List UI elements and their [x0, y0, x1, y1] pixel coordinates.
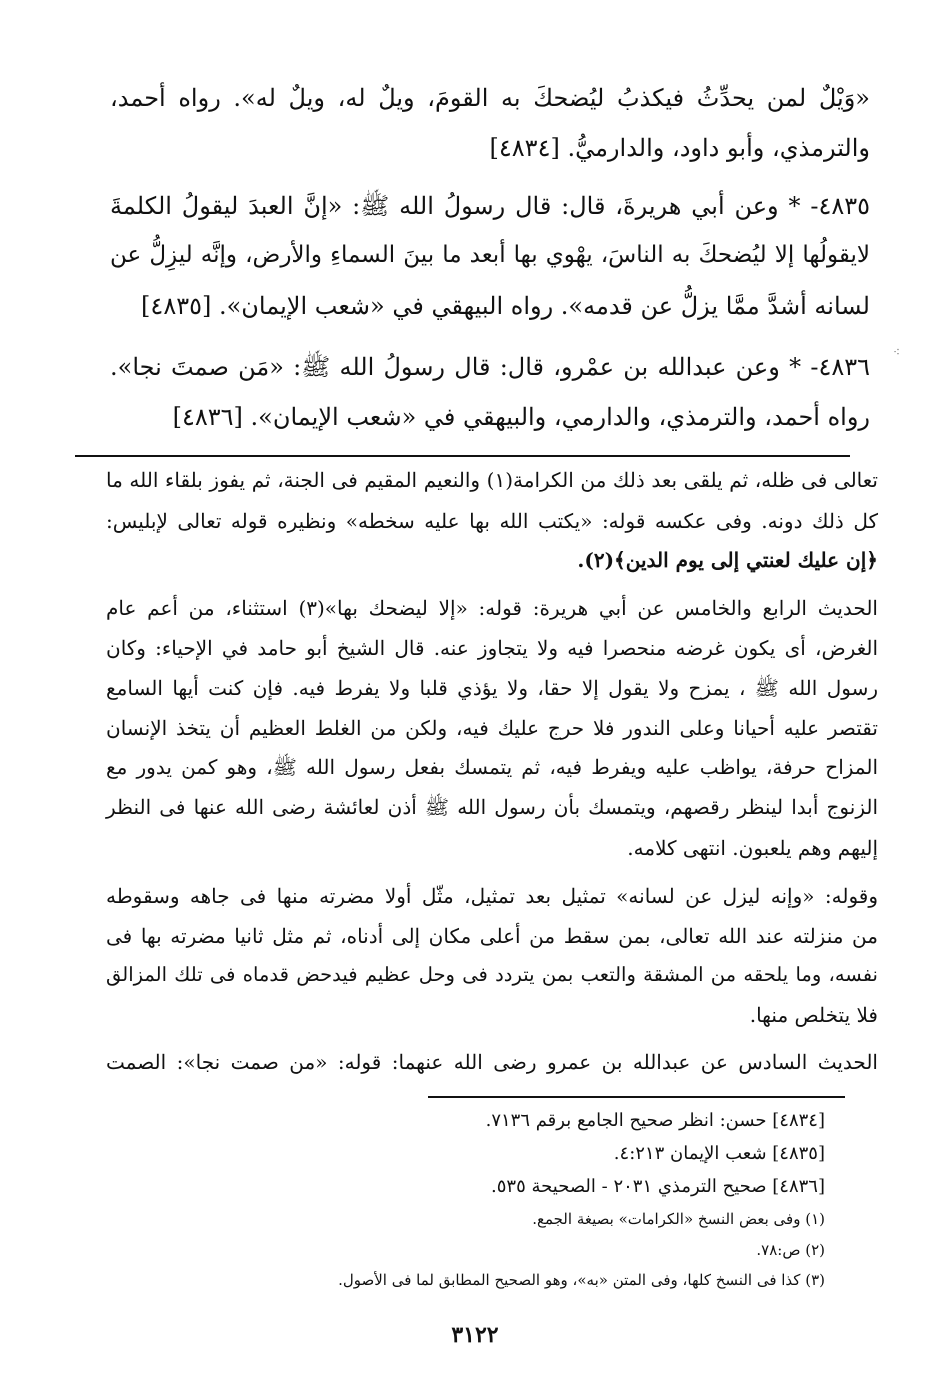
commentary-line: تقتصر عليه أحيانا وعلى الندور فلا حرج عليك فيه، ولكن من الغلط العظيم أن يتخذ الإنسان	[106, 716, 878, 740]
commentary-line: نفسه، وما يلحقه من المشقة والتعب بمن يتردد فى وحل عظيم فيدحض قدماه فى تلك المزالق	[106, 963, 878, 986]
section-divider	[75, 455, 850, 457]
footnote-divider	[428, 1096, 845, 1098]
commentary-line: فلا يتخلص منها.	[749, 1003, 878, 1027]
commentary-line: الزنوج أبدا لينظر رقصهم، ويتمسك بأن رسول الله ﷺ أذن لعائشة رضى الله عنها فى النظر	[106, 795, 879, 819]
hadith-line: لسانه أشدَّ ممَّا يزلُّ عن قدمه». رواه البيهقي في «شعب الإيمان». [٤٨٣٥]	[141, 292, 870, 320]
commentary-line: الحديث السادس عن عبدالله بن عمرو رضى الله عنهما: قوله: «من صمت نجا»: الصمت	[106, 1050, 878, 1074]
commentary-line: الحديث الرابع والخامس عن أبي هريرة: قوله: «إلا ليضحك بها»(٣) استثناء، من أعم عام	[106, 596, 878, 620]
commentary-line: تعالى فى ظله، ثم يلقى بعد ذلك من الكرامة(١) والنعيم المقيم فى الجنة، ثم يفوز بلقاء الله ما	[106, 468, 878, 492]
commentary-line: وقوله: «وإنه ليزل عن لسانه» تمثيل بعد تمثيل، مثّل أولا مضرته منها فى جاهه وسقوطه	[106, 884, 878, 908]
commentary-line: رسول الله ﷺ ، يمزح ولا يقول إلا حقا، ولا يؤذي قلبا ولا يفرط فيه. فإن كنت أيها السامع	[106, 676, 878, 700]
footnote-item: [٤٨٣٥] شعب الإيمان ٤:٢١٣.	[613, 1143, 825, 1164]
footnote-item: [٤٨٣٤] حسن: انظر صحيح الجامع برقم ٧١٣٦.	[485, 1110, 825, 1131]
commentary-line: المزاح حرفة، يواظب عليه ويفرط فيه، ثم يتمسك بفعل رسول الله ﷺ، وهو كمن يدور مع	[106, 755, 878, 779]
hadith-line: ٤٨٣٦- * وعن عبدالله بن عمْرو، قال: قال رسولُ الله ﷺ: «مَن صمتَ نجا».	[110, 353, 870, 381]
commentary-line: من منزلته عند الله تعالى، بمن سقط من أعلى مكان إلى أدناه، ثم مثل ثانيا مضرته بها فى	[106, 924, 878, 948]
hadith-line: والترمذي، وأبو داود، والدارميُّ. [٤٨٣٤]	[489, 134, 870, 162]
footnote-item: [٤٨٣٦] صحيح الترمذي ٢٠٣١ - الصحيحة ٥٣٥.	[491, 1176, 825, 1197]
hadith-line: «وَيْلٌ لمن يحدِّثُ فيكذبُ ليُضحكَ به القومَ، ويلٌ له، ويلٌ له». رواه أحمد،	[110, 84, 870, 112]
commentary-line: ﴿إن عليك لعنتي إلى يوم الدين﴾(٢).	[577, 548, 878, 572]
footnote-item: (١) وفى بعض النسخ «الكرامات» بصيغة الجمع.	[532, 1210, 825, 1228]
footnote-item: (٢) ص:٧٨.	[756, 1241, 825, 1259]
scan-speck-mark: ⁖	[893, 345, 901, 359]
hadith-line: لايقولُها إلا ليُضحكَ به الناسَ، يهْوي بها أبعد ما بينَ السماءِ والأرض، وإنَّه ليزِلُّ عن	[110, 242, 870, 268]
commentary-line: كل ذلك دونه. وفى عكسه قوله: «يكتب الله بها عليه سخطه» ونظيره قوله تعالى لإبليس:	[106, 509, 878, 533]
hadith-line: رواه أحمد، والترمذي، والدارمي، والبيهقي في «شعب الإيمان». [٤٨٣٦]	[172, 403, 870, 431]
page-number: ٣١٢٢	[451, 1322, 499, 1348]
commentary-line: إليهم وهم يلعبون. انتهى كلامه.	[627, 836, 878, 860]
hadith-line: ٤٨٣٥- * وعن أبي هريرةَ، قال: قال رسولُ الله ﷺ: «إنَّ العبدَ ليقولُ الكلمةَ	[110, 192, 870, 220]
footnote-item: (٣) كذا فى النسخ كلها، وفى المتن «به»، وهو الصحيح المطابق لما فى الأصول.	[338, 1271, 825, 1289]
commentary-line: الغرض، أى يكون غرضه منحصرا فيه ولا يتجاوز عنه. قال الشيخ أبو حامد في الإحياء: وكان	[106, 636, 878, 660]
